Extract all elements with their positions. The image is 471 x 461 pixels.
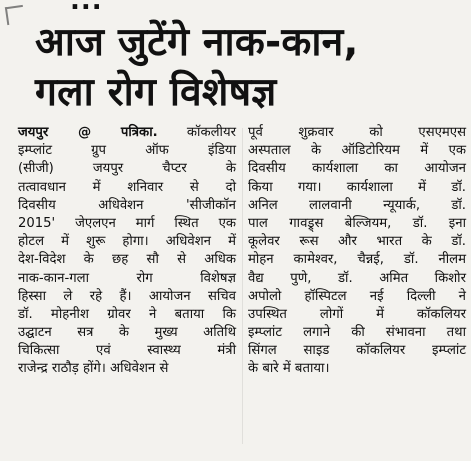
- clipped-headline-fragment: ...: [70, 0, 103, 16]
- article-line: किया गया। कार्यशाला में डॉ.: [248, 179, 466, 195]
- article-line: उद्घाटन सत्र के मुख्य अतिथि: [18, 325, 236, 341]
- article-line: पाल गावड्र्स बेल्जियम, डॉ. इना: [248, 215, 466, 231]
- headline-line-2: गला रोग विशेषज्ञ: [35, 70, 277, 115]
- left-column: [18, 124, 236, 456]
- article-line: अपोलो हॉस्पिटल नई दिल्ली ने: [248, 288, 466, 304]
- headline-line-1: आज जुटेंगे नाक-कान,: [35, 20, 359, 65]
- article-line: पूर्व शुक्रवार को एसएमएस: [248, 125, 466, 140]
- article-line: उपस्थित लोगों में कॉकलियर: [248, 306, 466, 322]
- article-line: (सीजी) जयपुर चैप्टर के: [18, 161, 236, 177]
- article-line: वैद्य पुणे, डॉ. अमित किशोर: [248, 270, 466, 286]
- article-line: मोहन कामेश्वर, चैन्नई, डॉ. नीलम: [248, 252, 466, 268]
- article-line: हिस्सा ले रहे हैं। आयोजन सचिव: [18, 288, 236, 304]
- article-line: 2015' जेएलएन मार्ग स्थित एक: [18, 215, 236, 231]
- article-line-text: कॉकलीयर: [186, 125, 236, 140]
- article-line: चिकित्सा एवं स्वास्थ्य मंत्री: [18, 343, 236, 359]
- headline: [35, 18, 465, 118]
- article-line: होटल में शुरू होगा। अधिवेशन में: [18, 234, 236, 250]
- clipping-corner-mark: [5, 5, 25, 25]
- article-line: दिवसीय कार्यशाला का आयोजन: [248, 161, 466, 177]
- right-column: [248, 124, 466, 456]
- article-line: [18, 124, 236, 142]
- previous-article-clipped-text: [0, 0, 471, 16]
- dateline: जयपुर @ पत्रिका.: [18, 125, 158, 140]
- article-line: इम्प्लांट ग्रुप ऑफ इंडिया: [18, 143, 236, 159]
- article-line: अनिल लालवानी न्यूयार्क, डॉ.: [248, 197, 466, 213]
- article-line: दिवसीय अधिवेशन 'सीजीकॉन: [18, 197, 236, 213]
- article-line: के बारे में बताया।: [248, 361, 330, 377]
- article-line: कूलेवर रूस और भारत के डॉ.: [248, 234, 466, 250]
- article-body: [18, 124, 466, 456]
- article-line: नाक-कान-गला रोग विशेषज्ञ: [18, 270, 236, 286]
- article-line: तत्वावधान में शनिवार से दो: [18, 179, 236, 195]
- article-line: राजेन्द्र राठौड़ होंगे। अधिवेशन से: [18, 361, 169, 377]
- article-line: डॉ. मोहनीश ग्रोवर ने बताया कि: [18, 306, 236, 322]
- article-line: अस्पताल के ऑडिटोरियम में एक: [248, 143, 466, 159]
- article-line: देश-विदेश के छह सौ से अधिक: [18, 252, 236, 268]
- article-line: इम्प्लांट लगाने की संभावना तथा: [248, 325, 466, 341]
- article-line: सिंगल साइड कॉकलियर इम्प्लांट: [248, 343, 466, 359]
